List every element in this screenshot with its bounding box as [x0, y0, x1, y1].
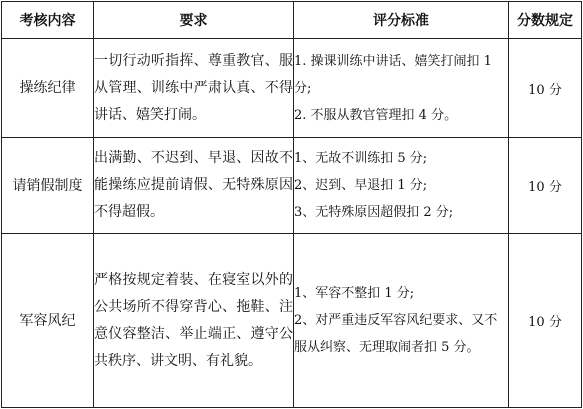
- header-standard: 评分标准: [294, 2, 509, 39]
- table-row: [2, 138, 582, 234]
- requirement-cell: 出满勤、不迟到、早退、因故不能操练应提前请假、无特殊原因不得超假。: [94, 138, 294, 234]
- rubric-table: [1, 1, 582, 408]
- standard-cell: [294, 39, 509, 138]
- standard-cell: [294, 234, 509, 408]
- standard-item: 2、迟到、早退扣 1 分;: [294, 178, 428, 193]
- score-cell: 10 分: [509, 234, 582, 408]
- table-row: [2, 234, 582, 408]
- header-requirement: 要求: [94, 2, 294, 39]
- standard-item: 1、军容不整扣 1 分;: [294, 286, 415, 301]
- standard-item: 1、无故不训练扣 5 分;: [294, 151, 428, 166]
- category-cell: 请销假制度: [2, 138, 94, 234]
- category-cell: 军容风纪: [2, 234, 94, 408]
- category-cell: 操练纪律: [2, 39, 94, 138]
- standard-item: 3、无特殊原因超假扣 2 分;: [294, 205, 454, 220]
- standard-item: 2、对严重违反军容风纪要求、又不服从纠察、无理取闹者扣 5 分。: [294, 313, 498, 355]
- requirement-cell: 严格按规定着装、在寝室以外的公共场所不得穿背心、拖鞋、注意仪容整洁、举止端正、遵守公共秩序、讲文明、有礼貌。: [94, 234, 294, 408]
- standard-cell: [294, 138, 509, 234]
- standard-item: 1. 操课训练中讲话、嬉笑打闹扣 1 分;: [294, 53, 492, 96]
- header-category: 考核内容: [2, 2, 94, 39]
- table-row: [2, 39, 582, 138]
- standard-item: 2. 不服从教官管理扣 4 分。: [294, 107, 458, 123]
- score-cell: 10 分: [509, 39, 582, 138]
- requirement-cell: 一切行动听指挥、尊重教官、服从管理、训练中严肃认真、不得讲话、嬉笑打闹。: [94, 39, 294, 138]
- score-cell: 10 分: [509, 138, 582, 234]
- header-score: 分数规定: [509, 2, 582, 39]
- header-row: [2, 2, 582, 39]
